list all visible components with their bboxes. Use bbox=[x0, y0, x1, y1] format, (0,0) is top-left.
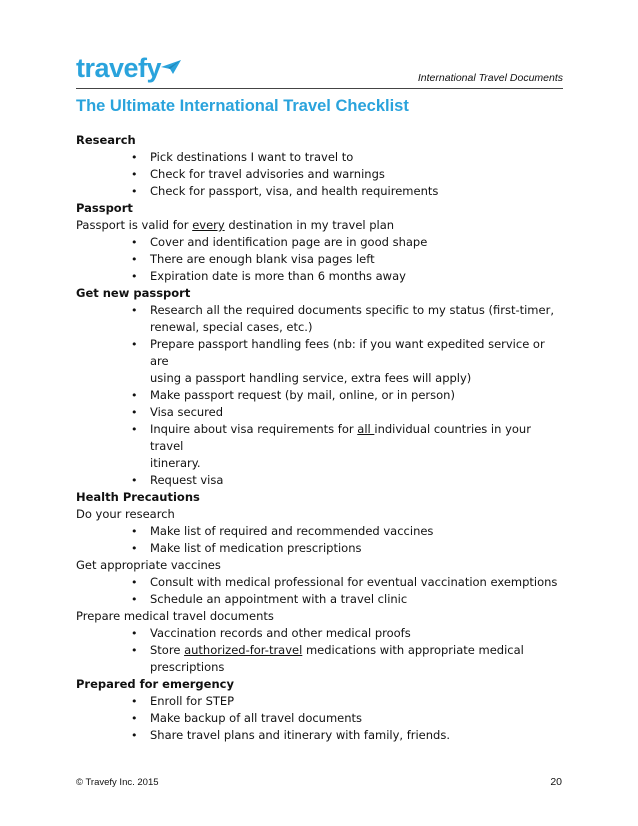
page-number: 20 bbox=[550, 776, 562, 788]
bullet-icon: • bbox=[131, 406, 138, 419]
list-item: • There are enough blank visa pages left bbox=[131, 252, 375, 266]
bullet-icon: • bbox=[131, 304, 138, 317]
section-heading-research: Research bbox=[76, 133, 136, 147]
health-research-list bbox=[76, 523, 563, 557]
research-list bbox=[76, 149, 563, 200]
checklist-body bbox=[76, 132, 563, 744]
list-item: • Check for passport, visa, and health requirements bbox=[131, 184, 439, 198]
list-item: • Pick destinations I want to travel to bbox=[131, 150, 354, 164]
footer-copyright: © Travefy Inc. 2015 bbox=[76, 777, 159, 788]
header-divider bbox=[76, 88, 563, 89]
bullet-icon: • bbox=[131, 236, 138, 249]
bullet-icon: • bbox=[131, 627, 138, 640]
list-item: • Enroll for STEP bbox=[131, 694, 235, 708]
new-passport-list bbox=[76, 302, 563, 489]
list-item: • Make list of required and recommended vaccines bbox=[131, 524, 434, 538]
list-item: • Make passport request (by mail, online, or in person) bbox=[131, 388, 455, 402]
bullet-icon: • bbox=[131, 423, 138, 436]
list-item: • Visa secured bbox=[131, 405, 224, 419]
page-title: The Ultimate International Travel Checklist bbox=[76, 97, 409, 115]
emergency-list bbox=[76, 693, 563, 744]
passport-intro: Passport is valid for every destination in my travel plan bbox=[76, 218, 395, 232]
bullet-icon: • bbox=[131, 151, 138, 164]
bullet-icon: • bbox=[131, 576, 138, 589]
list-item: • Inquire about visa requirements for all individual countries in your travel itinerary. bbox=[131, 422, 531, 470]
list-item: • Make backup of all travel documents bbox=[131, 711, 363, 725]
health-subheading-research: Do your research bbox=[76, 507, 175, 521]
list-item: • Expiration date is more than 6 months away bbox=[131, 269, 406, 283]
list-item: • Make list of medication prescriptions bbox=[131, 541, 362, 555]
bullet-icon: • bbox=[131, 168, 138, 181]
bullet-icon: • bbox=[131, 729, 138, 742]
section-heading-passport: Passport bbox=[76, 201, 133, 215]
list-item: • Schedule an appointment with a travel clinic bbox=[131, 592, 408, 606]
list-item: • Share travel plans and itinerary with family, friends. bbox=[131, 728, 450, 742]
bullet-icon: • bbox=[131, 644, 138, 657]
logo-wordmark: travefy bbox=[76, 53, 162, 83]
bullet-icon: • bbox=[131, 474, 138, 487]
section-heading-emergency: Prepared for emergency bbox=[76, 677, 234, 691]
bullet-icon: • bbox=[131, 712, 138, 725]
passport-list bbox=[76, 234, 563, 285]
list-item: • Research all the required documents specific to my status (first-timer, renewal, special cases, etc.) bbox=[131, 303, 554, 334]
section-heading-health: Health Precautions bbox=[76, 490, 200, 504]
bullet-icon: • bbox=[131, 389, 138, 402]
bullet-icon: • bbox=[131, 253, 138, 266]
health-subheading-documents: Prepare medical travel documents bbox=[76, 609, 274, 623]
list-item: • Check for travel advisories and warnings bbox=[131, 167, 385, 181]
bullet-icon: • bbox=[131, 695, 138, 708]
health-documents-list bbox=[76, 625, 563, 676]
bullet-icon: • bbox=[131, 338, 138, 351]
health-vaccines-list bbox=[76, 574, 563, 608]
document-title: International Travel Documents bbox=[417, 72, 563, 84]
bullet-icon: • bbox=[131, 270, 138, 283]
paper-plane-icon bbox=[161, 60, 181, 74]
list-item: • Prepare passport handling fees (nb: if you want expedited service or are using a passport handling service, extra fees will apply) bbox=[131, 337, 545, 385]
section-heading-new-passport: Get new passport bbox=[76, 286, 191, 300]
bullet-icon: • bbox=[131, 593, 138, 606]
bullet-icon: • bbox=[131, 185, 138, 198]
list-item: • Request visa bbox=[131, 473, 224, 487]
bullet-icon: • bbox=[131, 542, 138, 555]
health-subheading-vaccines: Get appropriate vaccines bbox=[76, 558, 221, 572]
list-item: • Cover and identification page are in good shape bbox=[131, 235, 428, 249]
bullet-icon: • bbox=[131, 525, 138, 538]
travefy-logo bbox=[76, 52, 181, 82]
list-item: • Vaccination records and other medical proofs bbox=[131, 626, 411, 640]
list-item: • Consult with medical professional for eventual vaccination exemptions bbox=[131, 575, 558, 589]
page-header bbox=[76, 48, 563, 88]
list-item: • Store authorized-for-travel medications with appropriate medical prescriptions bbox=[131, 643, 524, 674]
